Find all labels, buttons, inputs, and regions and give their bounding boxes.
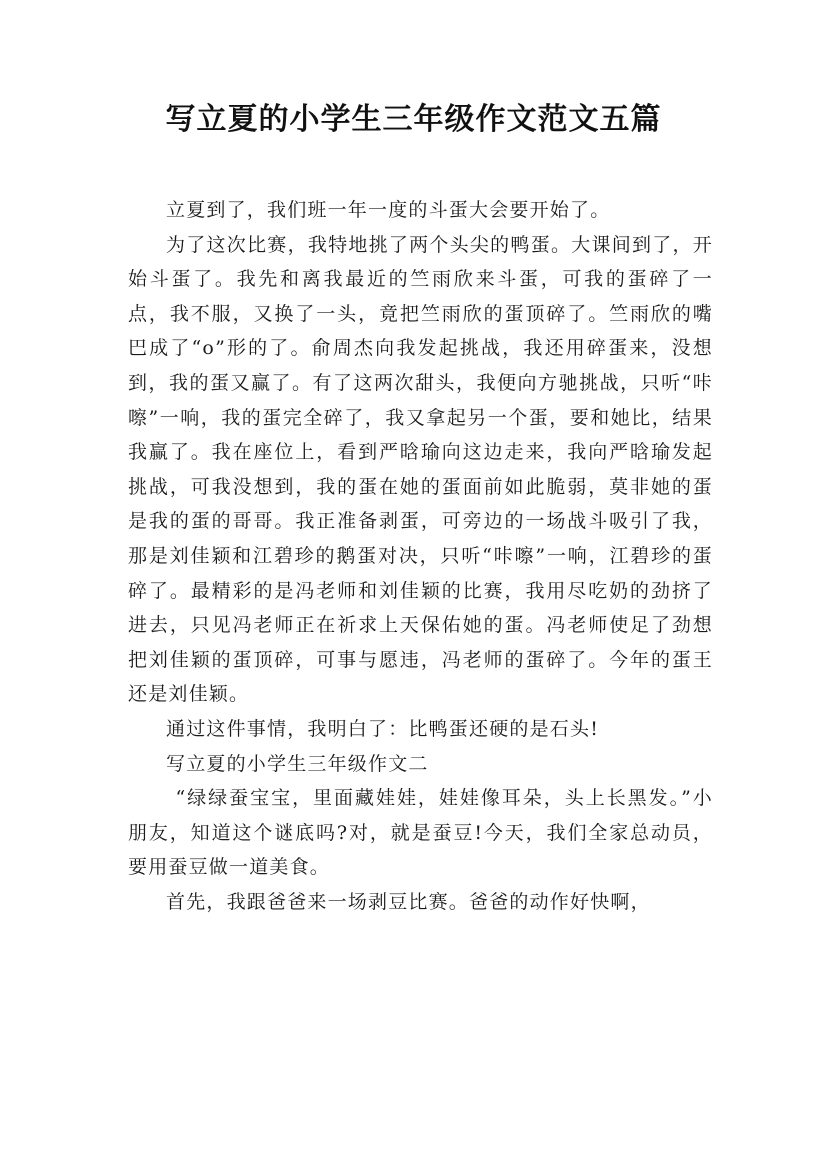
document-body: [128, 193, 713, 919]
paragraph: 立夏到了，我们班一年一度的斗蛋大会要开始了。: [166, 199, 611, 221]
paragraph: 为了这次比赛，我特地挑了两个头尖的鸭蛋。大课间到了，开始斗蛋了。我先和离我最近的竺雨欣来斗蛋，可我的蛋碎了一点，我不服，又换了一头，竟把竺雨欣的蛋顶碎了。竺雨欣的嘴巴成了“o”形的了。俞周杰向我发起挑战，我还用碎蛋来，没想到，我的蛋又赢了。有了这两次甜头，我便向方驰挑战，只听“咔嚓”一响，我的蛋完全碎了，我又拿起另一个蛋，要和她比，结果我赢了。我在座位上，看到严晗瑜向这边走来，我向严晗瑜发起挑战，可我没想到，我的蛋在她的蛋面前如此脆弱，莫非她的蛋是我的蛋的哥哥。我正准备剥蛋，可旁边的一场战斗吸引了我，那是刘佳颖和江碧珍的鹅蛋对决，只听“咔嚓”一响，江碧珍的蛋碎了。最精彩的是冯老师和刘佳颖的比赛，我用尽吃奶的劲挤了进去，只见冯老师正在祈求上天保佑她的蛋。冯老师使足了劲想把刘佳颖的蛋顶碎，可事与愿违，冯老师的蛋碎了。今年的蛋王还是刘佳颖。: [128, 233, 713, 706]
paragraph: “绿绿蚕宝宝，里面藏娃娃，娃娃像耳朵，头上长黑发。”小朋友，知道这个谜底吗?对，就是蚕豆!今天，我们全家总动员，要用蚕豆做一道美食。: [128, 787, 713, 879]
paragraph: 首先，我跟爸爸来一场剥豆比赛。爸爸的动作好快啊，: [166, 890, 651, 913]
document-title: 写立夏的小学生三年级作文范文五篇: [165, 102, 662, 137]
section-heading: 写立夏的小学生三年级作文二: [166, 752, 429, 775]
paragraph: 通过这件事情，我明白了：比鸭蛋还硬的是石头!: [166, 717, 600, 740]
